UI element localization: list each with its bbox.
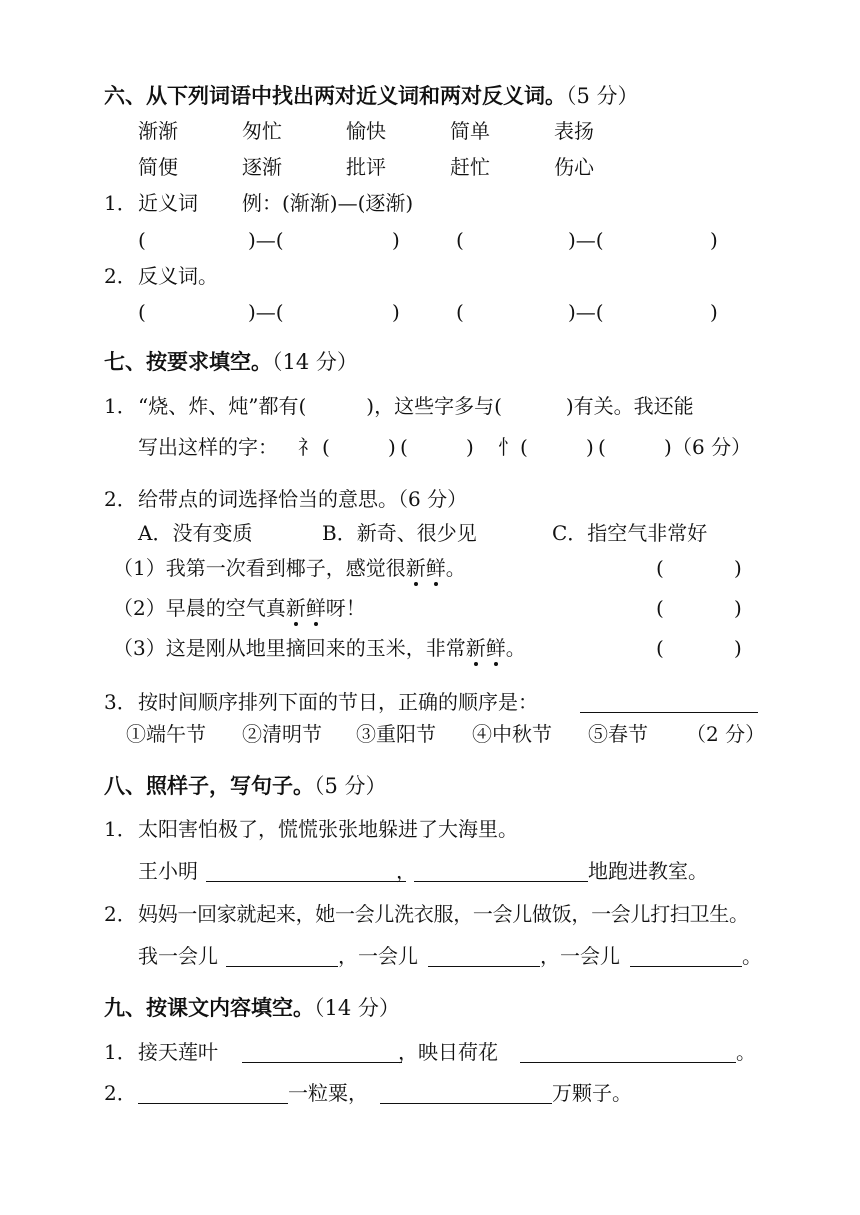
paren-open: (	[400, 435, 408, 459]
example-sentence-2: 妈妈一回家就起来，她一会儿洗衣服，一会儿做饭，一会儿打扫卫生。	[138, 902, 749, 926]
sentence-2-start: 我一会儿	[138, 944, 218, 968]
sentence-2-mid: ，一会儿	[540, 944, 620, 968]
meaning-item-1: （1）我第一次看到椰子，感觉很新鲜。	[113, 556, 466, 580]
word-bank-item: 表扬	[554, 119, 594, 143]
word-bank-item: 赶忙	[450, 155, 490, 179]
option-c: C．指空气非常好	[552, 521, 708, 545]
period: 。	[742, 944, 762, 968]
poem-line-start: 接天莲叶	[138, 1040, 218, 1064]
example-sentence-1: 太阳害怕极了，慌慌张张地躲进了大海里。	[138, 817, 518, 841]
fire-radical-question: “烧、炸、炖”都有( )，这些字多与( )有关。我还能	[138, 394, 694, 418]
paren-close: )	[392, 300, 400, 324]
festival-item: ④中秋节	[472, 722, 552, 746]
festival-item: ⑤春节	[588, 722, 648, 746]
pair-dash: )—(	[568, 300, 604, 324]
section-7-title: 七、按要求填空。（14 分）	[104, 350, 358, 374]
paren-close: )	[710, 228, 718, 252]
paren-open: (	[322, 435, 330, 459]
paren-close: )	[664, 435, 672, 459]
pair-dash: )—(	[248, 300, 284, 324]
answer-blank	[428, 946, 540, 967]
answer-blank	[242, 1042, 402, 1063]
answer-blank	[206, 861, 406, 882]
answer-blank	[138, 1083, 288, 1104]
section-8-title: 八、照样子，写句子。（5 分）	[104, 774, 387, 798]
answer-blank	[226, 946, 338, 967]
festival-item: ②清明节	[242, 722, 322, 746]
word-bank-item: 伤心	[554, 155, 594, 179]
meaning-question-title: 给带点的词选择恰当的意思。（6 分）	[138, 487, 468, 511]
answer-blank	[630, 946, 742, 967]
word-bank-item: 渐渐	[138, 119, 178, 143]
question-number: 1．	[104, 394, 137, 418]
pair-dash: )—(	[248, 228, 284, 252]
paren-open: (	[598, 435, 606, 459]
antonym-label: 反义词。	[138, 264, 218, 288]
word-bank-item: 批评	[346, 155, 386, 179]
question-number: 3．	[104, 690, 137, 714]
synonym-label: 近义词	[138, 191, 198, 215]
sentence-2-mid: ，一会儿	[338, 944, 418, 968]
option-b: B．新奇、很少见	[322, 521, 477, 545]
word-bank-item: 匆忙	[242, 119, 282, 143]
question-number: 1．	[104, 1040, 137, 1064]
question-number: 1．	[104, 817, 137, 841]
festival-order-question: 按时间顺序排列下面的节日，正确的顺序是：	[138, 690, 538, 714]
paren-open: (	[138, 300, 146, 324]
word-bank-item: 简单	[450, 119, 490, 143]
question-number: 1．	[104, 191, 137, 215]
points-note: （2 分）	[686, 722, 766, 746]
festival-item: ①端午节	[126, 722, 206, 746]
option-a: A．没有变质	[138, 521, 253, 545]
paren-open: (	[138, 228, 146, 252]
question-number: 2．	[104, 264, 137, 288]
question-number: 2．	[104, 902, 137, 926]
paren-close: )	[466, 435, 474, 459]
section-9-title: 九、按课文内容填空。（14 分）	[104, 996, 400, 1020]
paren-close: )	[734, 556, 742, 580]
answer-blank	[380, 1083, 552, 1104]
pair-dash: )—(	[568, 228, 604, 252]
paren-open: (	[520, 435, 528, 459]
sentence-1-start: 王小明	[138, 859, 198, 883]
period: 。	[736, 1040, 756, 1064]
synonym-example: 例：(渐渐)—(逐渐)	[242, 191, 414, 215]
word-bank-item: 简便	[138, 155, 178, 179]
paren-open: (	[456, 228, 464, 252]
section-6-title: 六、从下列词语中找出两对近义词和两对反义词。（5 分）	[104, 84, 639, 108]
paren-close: )	[392, 228, 400, 252]
question-number: 2．	[104, 487, 137, 511]
radical-xin: 忄	[498, 435, 518, 459]
meaning-item-2: （2）早晨的空气真新鲜呀！	[113, 596, 366, 620]
paren-close: )	[734, 636, 742, 660]
festival-item: ③重阳节	[356, 722, 436, 746]
word-bank-item: 逐渐	[242, 155, 282, 179]
radical-shi: 礻	[298, 435, 318, 459]
word-bank-item: 愉快	[346, 119, 386, 143]
festival-order-blank	[580, 692, 758, 713]
paren-close: )	[388, 435, 396, 459]
comma: ，	[396, 859, 416, 883]
poem-line-mid: 一粒粟，	[288, 1081, 368, 1105]
paren-open: (	[656, 556, 664, 580]
poem-line-end: 万颗子。	[552, 1081, 632, 1105]
poem-line-mid: ，映日荷花	[398, 1040, 498, 1064]
paren-open: (	[656, 636, 664, 660]
paren-close: )	[734, 596, 742, 620]
radical-write-row: 写出这样的字：	[138, 435, 278, 459]
paren-open: (	[456, 300, 464, 324]
meaning-item-3: （3）这是刚从地里摘回来的玉米，非常新鲜。	[113, 636, 526, 660]
answer-blank	[520, 1042, 736, 1063]
paren-close: )	[586, 435, 594, 459]
answer-blank	[414, 861, 588, 882]
paren-open: (	[656, 596, 664, 620]
sentence-1-end: 地跑进教室。	[588, 859, 708, 883]
paren-close: )	[710, 300, 718, 324]
points-note: （6 分）	[672, 435, 752, 459]
question-number: 2．	[104, 1081, 137, 1105]
